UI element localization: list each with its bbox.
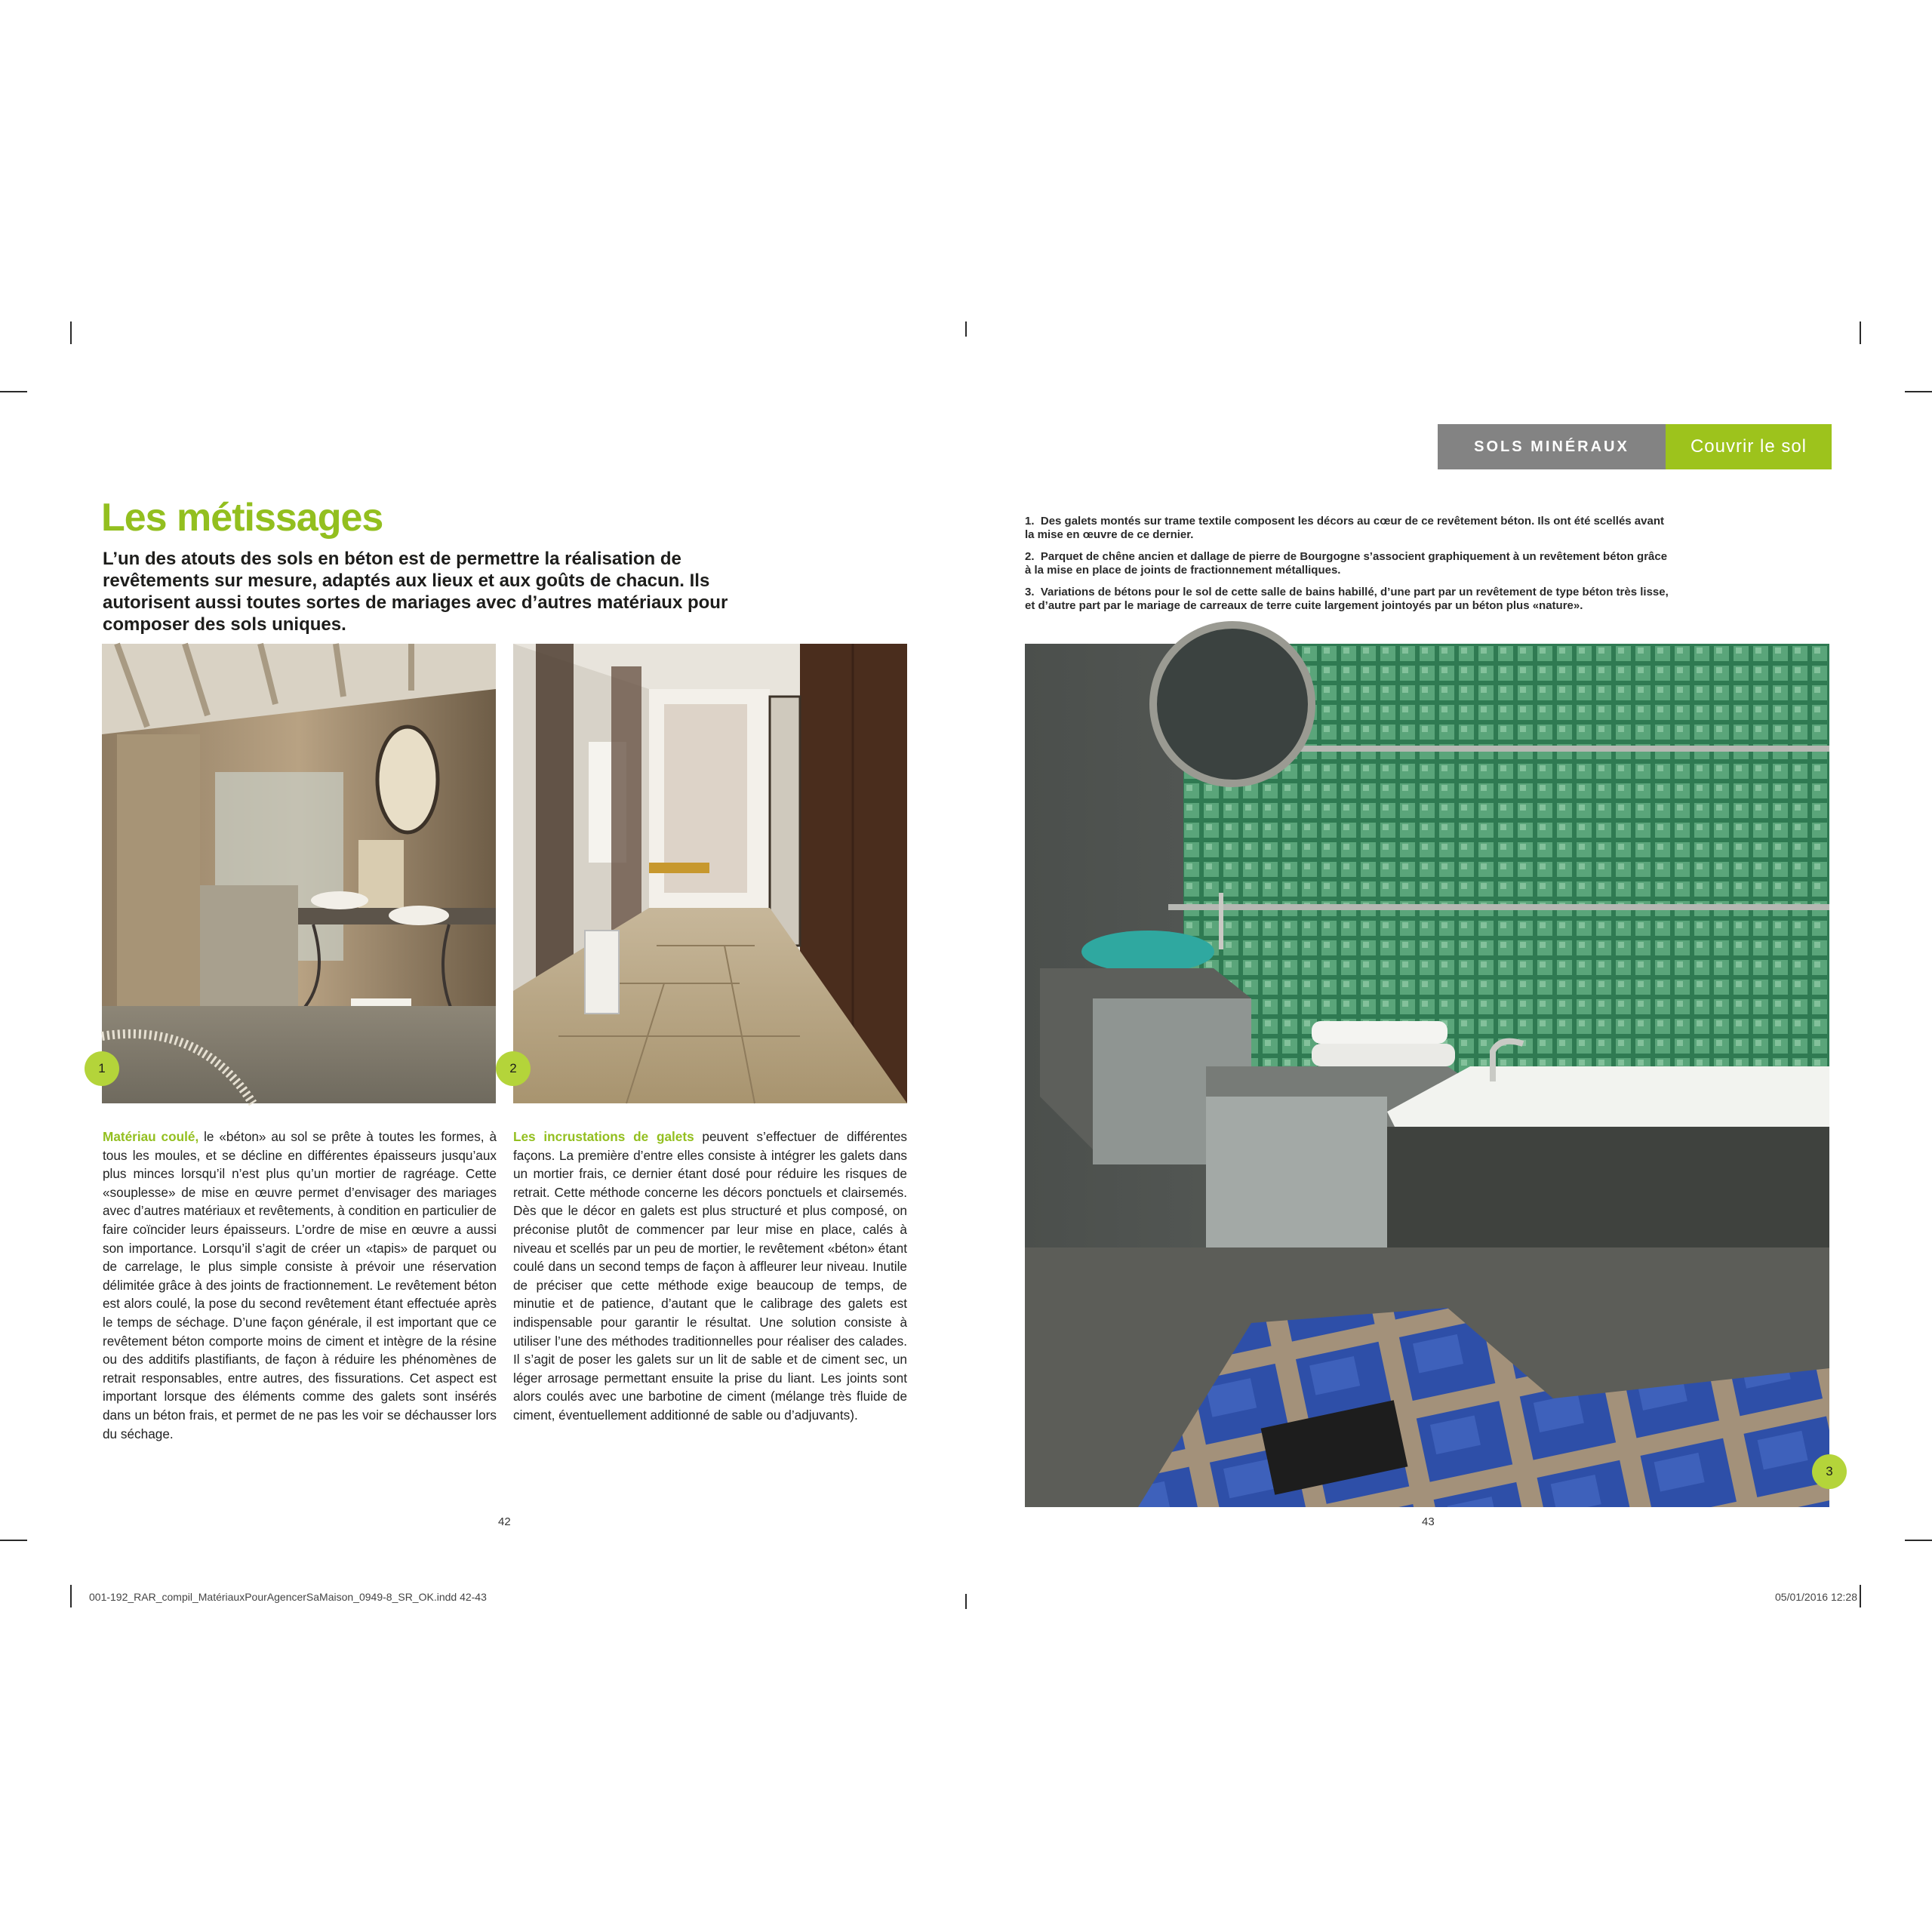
photo-3-illustration bbox=[1025, 644, 1829, 1507]
crop-mark bbox=[1860, 1585, 1861, 1607]
caption-3 bbox=[1025, 586, 1674, 613]
crop-mark bbox=[0, 1540, 27, 1541]
section-name: SOLS MINÉRAUX bbox=[1438, 424, 1666, 469]
photo-number-badge: 1 bbox=[85, 1051, 119, 1086]
page-number-right: 43 bbox=[1422, 1515, 1435, 1528]
photo-1 bbox=[98, 644, 496, 1103]
page-title: Les métissages bbox=[101, 496, 383, 540]
column-text: peuvent s’effectuer de différentes façons. La première d’entre elles consiste à intégrer les galets dans un mortier frais, ce dernier étant dosé pour réduire les risques de retrait. Cette méthode concerne les décors ponctuels et clairsemés. Dès que le décor en galets est plus structuré et plus composé, on préconise plutôt de commencer par leur mise en place, calés à niveau et scellés par un peu de mortier, le revêtement «béton» étant coulé dans un second temps de façon à affleurer leur niveau. Inutile de préciser que cette méthode exige beaucoup de temps, de minutie et de patience, d’autant que le calibrage des galets est indispensable pour garantir le résultat. Une solution consiste à utiliser l’une des méthodes traditionnelles pour réaliser des calades. Il s’agit de poser les galets sur un lit de sable et de ciment sec, un léger arrosage permettant ensuite la prise du liant. Les joints sont alors coulés avec une barbotine de ciment (mélange très fluide de ciment, éventuellement additionné de sable ou d’adjuvants). bbox=[513, 1129, 908, 1423]
caption-text: Parquet de chêne ancien et dallage de pierre de Bourgogne s’associent graphiquement à un revêtement béton grâce à la mise en place de joints de fractionnement métalliques. bbox=[1025, 550, 1668, 577]
photo-number-badge: 2 bbox=[496, 1051, 531, 1086]
photo-number-badge: 3 bbox=[1812, 1454, 1847, 1489]
column-text: le «béton» au sol se prête à toutes les formes, à tous les moules, et se décline en différentes épaisseurs jusqu’aux plus minces lorsqu’il n’est plus qu’un mortier de ragréage. Cette «souplesse» de mise en œuvre permet d’envisager des mariages avec d’autres matériaux et revêtements, à condition en particulier de faire coïncider leurs épaisseurs. L’ordre de mise en œuvre a aussi son importance. Lorsqu’il s’agit de créer un «tapis» de parquet ou de carrelage, le plus simple consiste à prévoir une réservation délimitée grâce à des joints de fractionnement. Le revêtement béton est alors coulé, la pose du second revêtement étant effectuée après le temps de séchage. D’une façon générale, il est important que ce revêtement béton comporte moins de ciment et intègre de la résine ou des additifs plastifiants, de façon à réduire les phénomènes de retrait responsables, entre autres, des fissurations. Cet aspect est important lorsque des éléments comme des galets sont insérés dans un béton frais, et permet de ne pas les voir se déchausser lors du séchage. bbox=[103, 1129, 497, 1441]
caption-text: Variations de bétons pour le sol de cette salle de bains habillé, d’une part par un revêtement de type béton très lisse, et d’autre part par le mariage de carreaux de terre cuite largement jointoyés par un béton plus «nature». bbox=[1025, 586, 1669, 612]
caption-text: Des galets montés sur trame textile composent les décors au cœur de ce revêtement béton. Ils ont été scellés avant la mise en œuvre de ce dernier. bbox=[1025, 515, 1664, 541]
section-tab bbox=[1438, 424, 1832, 469]
crop-mark bbox=[1905, 391, 1932, 392]
crop-mark bbox=[70, 1585, 72, 1607]
intro-paragraph: L’un des atouts des sols en béton est de permettre la réalisation de revêtements sur mesure, adaptés aux lieux et aux goûts de chacun. Ils autorisent aussi toutes sortes de mariages avec d’autres matériaux pour composer des sols uniques. bbox=[103, 549, 728, 635]
photo-1-illustration bbox=[102, 644, 496, 1103]
photo-captions bbox=[1025, 515, 1674, 621]
page-number-left: 42 bbox=[498, 1515, 511, 1528]
column-lead: Les incrustations de galets bbox=[513, 1129, 694, 1144]
crop-mark bbox=[1860, 321, 1861, 344]
caption-number: 2. bbox=[1025, 550, 1035, 563]
caption-number: 3. bbox=[1025, 586, 1035, 598]
caption-1 bbox=[1025, 515, 1674, 542]
photo-2-illustration bbox=[513, 644, 907, 1103]
body-column-1 bbox=[103, 1128, 497, 1443]
slug-filename: 001-192_RAR_compil_MatériauxPourAgencerSaMaison_0949-8_SR_OK.indd 42-43 bbox=[89, 1591, 487, 1603]
crop-mark bbox=[965, 1594, 967, 1609]
photo-2 bbox=[509, 644, 907, 1103]
crop-mark bbox=[1905, 1540, 1932, 1541]
photo-3 bbox=[1025, 644, 1833, 1507]
body-column-2 bbox=[513, 1128, 907, 1425]
caption-number: 1. bbox=[1025, 515, 1035, 528]
column-lead: Matériau coulé, bbox=[103, 1129, 199, 1144]
slug-date: 05/01/2016 12:28 bbox=[1775, 1591, 1857, 1603]
caption-2 bbox=[1025, 550, 1674, 577]
subsection-name: Couvrir le sol bbox=[1666, 424, 1832, 469]
crop-mark bbox=[0, 391, 27, 392]
crop-mark bbox=[70, 321, 72, 344]
crop-mark bbox=[965, 321, 967, 337]
